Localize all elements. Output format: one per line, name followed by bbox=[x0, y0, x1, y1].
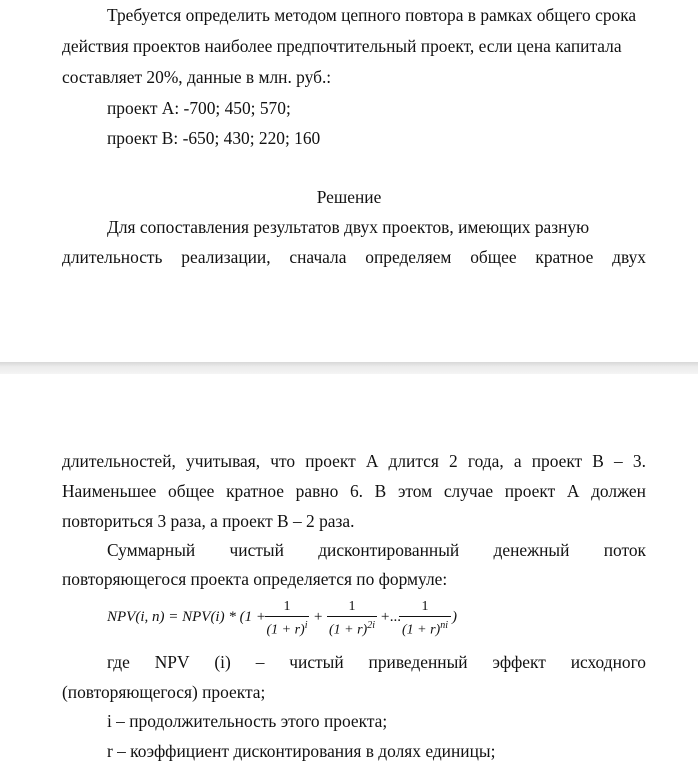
solution-para-line-2 bbox=[62, 246, 646, 268]
word: Суммарный bbox=[107, 540, 196, 560]
definition-i: i – продолжительность этого проекта; bbox=[107, 711, 388, 731]
word: длится bbox=[388, 451, 439, 471]
word: – bbox=[255, 652, 265, 672]
word: 3. bbox=[632, 451, 646, 471]
definition-r: r – коэффициент дисконтирования в долях единицы; bbox=[107, 741, 496, 761]
fraction-2-exponent: 2i bbox=[367, 620, 375, 631]
word: реализации, bbox=[181, 247, 271, 267]
word: дисконтированный bbox=[318, 540, 460, 560]
word: длительность bbox=[62, 247, 163, 267]
formula-close-paren: ) bbox=[452, 609, 457, 625]
fraction-3-denominator: (1 + r) bbox=[401, 622, 441, 638]
npv-formula bbox=[107, 599, 467, 639]
fraction-1-numerator: 1 bbox=[283, 599, 291, 614]
word: определяем bbox=[365, 247, 452, 267]
page2-line-4 bbox=[107, 539, 646, 561]
task-line-3: составляет 20%, данные в млн. руб.: bbox=[62, 67, 332, 87]
fraction-1-exponent: i bbox=[304, 620, 308, 631]
fraction-2-numerator: 1 bbox=[348, 599, 356, 614]
fraction-3-exponent: ni bbox=[440, 620, 448, 631]
word: этом bbox=[397, 481, 433, 501]
page2-line-1 bbox=[62, 450, 646, 472]
word: длительностей, bbox=[62, 451, 176, 471]
page2-line-5: повторяющегося проекта определяется по формуле: bbox=[62, 569, 448, 589]
fraction-3-numerator: 1 bbox=[421, 599, 429, 614]
fraction-1-denominator: (1 + r) bbox=[266, 622, 305, 638]
word: а bbox=[513, 451, 522, 471]
word: приведенный bbox=[368, 652, 468, 672]
word: случае bbox=[443, 481, 494, 501]
word: равно bbox=[295, 481, 339, 501]
word: В bbox=[592, 451, 604, 471]
word: кратное bbox=[535, 247, 594, 267]
formula-plus: + bbox=[313, 609, 324, 625]
project-a-data: проект А: -700; 450; 570; bbox=[107, 98, 291, 118]
project-b-data: проект В: -650; 430; 220; 160 bbox=[107, 128, 321, 148]
formula-fraction-2 bbox=[327, 599, 377, 639]
word: (i) bbox=[214, 652, 231, 672]
formula-fraction-3 bbox=[399, 599, 451, 639]
where-line bbox=[107, 651, 646, 673]
formula-plus-dots: +... bbox=[380, 609, 402, 625]
word: А bbox=[365, 451, 379, 471]
solution-heading: Решение bbox=[316, 187, 382, 207]
word: В bbox=[374, 481, 387, 501]
word: денежный bbox=[493, 540, 570, 560]
word: общее bbox=[470, 247, 517, 267]
word: должен bbox=[591, 481, 646, 501]
word: А bbox=[566, 481, 580, 501]
formula-fraction-1 bbox=[265, 599, 309, 639]
word: общее bbox=[168, 481, 215, 501]
task-line-1: Требуется определить методом цепного повтора в рамках общего срока bbox=[107, 5, 637, 25]
word: эффект bbox=[492, 652, 546, 672]
page-separator bbox=[0, 362, 698, 374]
word: чистый bbox=[229, 540, 284, 560]
word: года, bbox=[467, 451, 504, 471]
word: двух bbox=[612, 247, 646, 267]
word: учитывая, bbox=[186, 451, 261, 471]
word: кратное bbox=[226, 481, 285, 501]
formula-lhs: NPV(i, n) = NPV(i) * (1 + bbox=[107, 609, 266, 625]
task-line-2: действия проектов наиболее предпочтительный проект, если цена капитала bbox=[62, 36, 622, 56]
word: что bbox=[270, 451, 296, 471]
page2-line-3: повториться 3 раза, а проект В – 2 раза. bbox=[62, 511, 355, 531]
word: Наименьшее bbox=[62, 481, 157, 501]
word: 6. bbox=[349, 481, 364, 501]
page2-line-2 bbox=[62, 480, 646, 502]
solution-para-line-1: Для сопоставления результатов двух проектов, имеющих разную bbox=[107, 217, 590, 237]
word: проект bbox=[305, 451, 356, 471]
where-continuation: (повторяющегося) проекта; bbox=[62, 682, 266, 702]
word: исходного bbox=[570, 652, 646, 672]
word: NPV bbox=[154, 652, 190, 672]
word: – bbox=[614, 451, 623, 471]
word: где bbox=[107, 652, 130, 672]
fraction-2-denominator: (1 + r) bbox=[328, 622, 368, 638]
word: сначала bbox=[289, 247, 347, 267]
word: чистый bbox=[289, 652, 344, 672]
word: поток bbox=[603, 540, 646, 560]
word: проект bbox=[531, 451, 583, 471]
word: 2 bbox=[449, 451, 458, 471]
word: проект bbox=[504, 481, 556, 501]
